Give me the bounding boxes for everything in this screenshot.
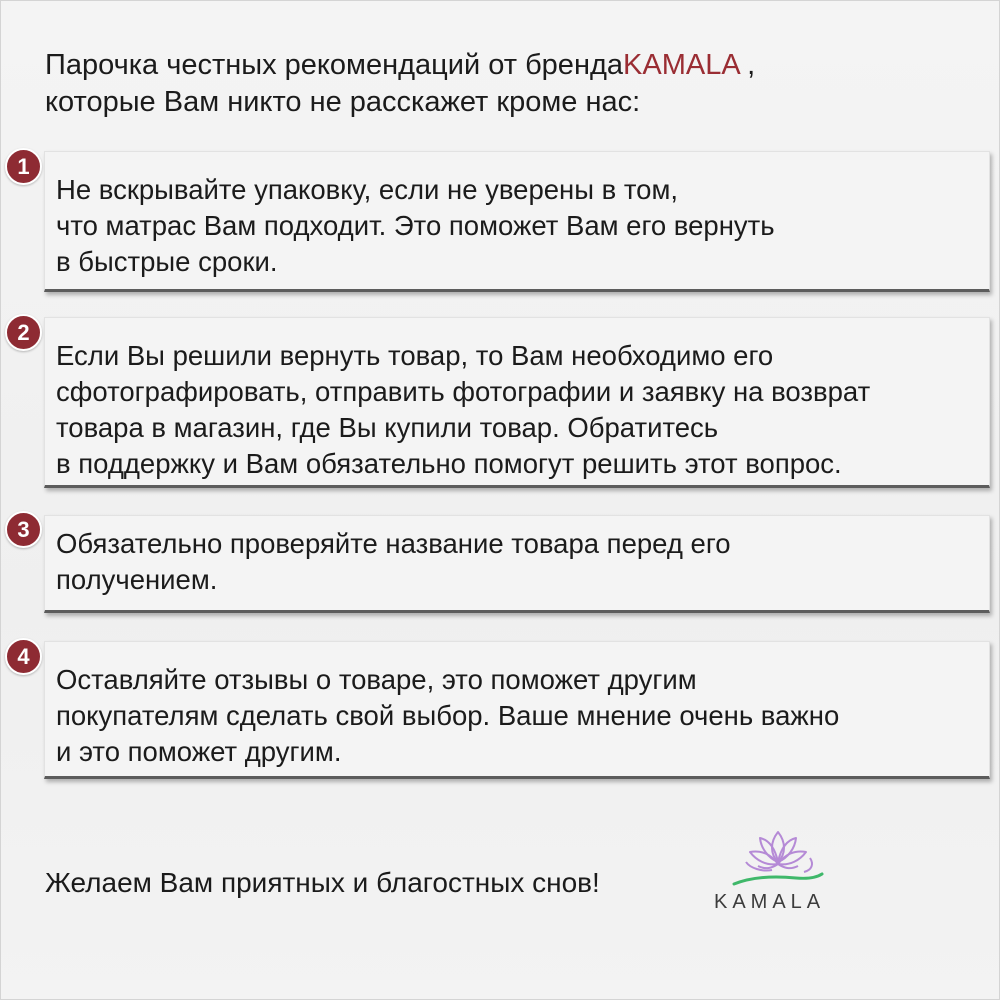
lotus-icon [728,824,828,890]
tip-text-1: Не вскрывайте упаковку, если не уверены в том, что матрас Вам подходит. Это поможет Вам его вернуть в быстрые сроки. [56,174,775,277]
tip-number-badge-2: 2 [5,314,42,351]
tip-card-4 [44,641,990,779]
tip-card-3 [44,515,990,613]
brand-logo [700,820,850,920]
tip-card-1 [44,151,990,292]
tip-number-badge-4: 4 [5,638,42,675]
tip-text-3: Обязательно проверяйте название товара перед его получением. [56,528,731,595]
heading-brand-name: KAMALA [623,49,740,81]
tip-number-badge-3: 3 [5,511,42,548]
heading-line1-text: Парочка честных рекомендаций от бренда [45,49,624,81]
tip-number-badge-1: 1 [5,148,42,185]
logo-wordmark: KAMALA [714,891,826,913]
closing-wish: Желаем Вам приятных и благостных снов! [45,867,600,898]
page-heading [45,47,945,121]
tip-text-2: Если Вы решили вернуть товар, то Вам необходимо его сфотографировать, отправить фотографии и заявку на возврат товара в магазин, где Вы купили товар. Обратитесь в поддержку и Вам обязательно помогут решить этот вопрос. [56,340,871,479]
tip-text-4: Оставляйте отзывы о товаре, это поможет другим покупателям сделать свой выбор. Ваше мнение очень важно и это поможет другим. [56,664,840,767]
heading-line1-tail: , [739,49,756,81]
heading-line2-text: которые Вам никто не расскажет кроме нас: [45,86,641,118]
tip-card-2 [44,317,990,488]
